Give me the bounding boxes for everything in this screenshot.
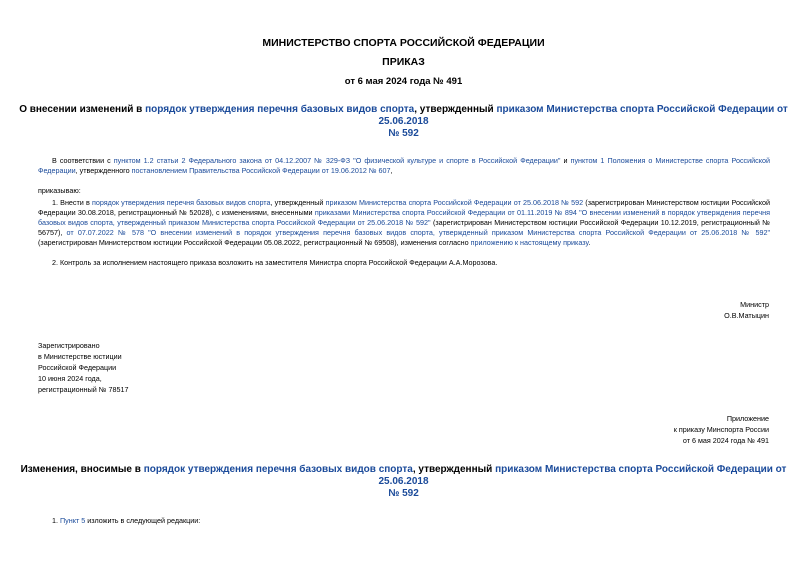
changes-title-text-2: , утвержденный: [412, 464, 496, 475]
item1-link-order-894[interactable]: приказами Министерства спорта Российской Федерации от 01.11.2019 № 894 "О внесении изменений в порядок утверждения перечня базовых видов спорта, утвержденный приказом Министерства спорта Российской Федерации от 25.06.2018 № 592": [38, 208, 770, 227]
item1-text-5: (зарегистрирован Министерством юстиции Российской Федерации 05.08.2022, регистрационный № 69508), изменения согласно: [38, 238, 471, 247]
signature-name: О.В.Матыцин: [724, 311, 769, 320]
preamble-link-law[interactable]: пунктом 1.2 статьи 2 Федерального закона от 04.12.2007 № 329-ФЗ "О физической культуре и спорте в Российской Федерации": [113, 156, 561, 165]
preamble-link-decree[interactable]: постановлением Правительства Российской Федерации от 19.06.2012 № 607: [131, 166, 391, 175]
change-1-paragraph: [38, 516, 770, 526]
title-link-order[interactable]: приказом Министерства спорта Российской Федерации от 25.06.2018: [378, 104, 788, 127]
registration-line-1: Зарегистрировано: [38, 341, 100, 350]
preamble-text-2: и: [560, 156, 571, 165]
preamble-text-4: ,: [390, 166, 393, 175]
changes-title-link-procedure[interactable]: порядок утверждения перечня базовых видов спорта: [143, 464, 413, 475]
changes-title: [0, 464, 807, 500]
ministry-heading: МИНИСТЕРСТВО СПОРТА РОССИЙСКОЙ ФЕДЕРАЦИИ: [262, 37, 545, 49]
appendix-line-2: к приказу Минспорта России: [673, 425, 769, 434]
title-text-1: О внесении изменений в: [19, 104, 146, 115]
item-2-paragraph: 2. Контроль за исполнением настоящего приказа возложить на заместителя Министра спорта Российской Федерации А.А.Морозова.: [52, 258, 498, 267]
preamble-paragraph: [38, 156, 770, 176]
changes-title-link-number[interactable]: № 592: [388, 488, 419, 499]
changes-title-text-1: Изменения, вносимые в: [20, 464, 144, 475]
preamble-text-1: В соответствии с: [52, 156, 114, 165]
document-title: [0, 104, 807, 140]
changes-title-link-order[interactable]: приказом Министерства спорта Российской Федерации от 25.06.2018: [378, 464, 787, 487]
item-1-paragraph: [38, 198, 770, 248]
doc-type-heading: ПРИКАЗ: [382, 56, 425, 68]
change1-text-1: 1.: [52, 516, 60, 525]
change1-text-2: изложить в следующей редакции:: [85, 516, 201, 525]
item1-text-2: , утвержденный: [270, 198, 326, 207]
registration-line-5: регистрационный № 78517: [38, 385, 129, 394]
registration-line-4: 10 июня 2024 года,: [38, 374, 102, 383]
item1-text-6: .: [588, 238, 591, 247]
item1-link-order-578[interactable]: от 07.07.2022 № 578 "О внесении изменений в порядок утверждения перечня базовых видов спорта, утвержденный приказом Министерства спорта Российской Федерации от 25.06.2018 № 592": [66, 228, 770, 237]
item1-text-1: 1. Внести в: [52, 198, 92, 207]
item1-text-3: (зарегистрирован Министерством юстиции Российской Федерации 30.08.2018, регистрационный № 52028), с изменениями, внесенными: [38, 198, 770, 217]
item1-link-procedure[interactable]: порядок утверждения перечня базовых видов спорта: [91, 198, 271, 207]
appendix-line-1: Приложение: [726, 414, 769, 423]
preamble-link-regulation[interactable]: пунктом 1 Положения о Министерстве спорта Российской Федерации: [38, 156, 770, 175]
order-word: приказываю:: [38, 186, 81, 195]
item1-link-appendix[interactable]: приложению к настоящему приказу: [470, 238, 589, 247]
registration-line-3: Российской Федерации: [38, 363, 117, 372]
item1-text-4: (зарегистрирован Министерством юстиции Российской Федерации 10.12.2019, регистрационный № 56757),: [38, 218, 770, 237]
appendix-block: [674, 413, 769, 446]
preamble-text-3: , утвержденного: [75, 166, 132, 175]
signature-block: [724, 299, 769, 321]
doc-date-number: от 6 мая 2024 года № 491: [344, 76, 463, 87]
registration-line-2: в Министерстве юстиции: [38, 352, 122, 361]
item1-link-order-592[interactable]: приказом Министерства спорта Российской Федерации от 25.06.2018 № 592: [325, 198, 584, 207]
registration-block: [38, 340, 128, 395]
title-link-number[interactable]: № 592: [388, 128, 419, 139]
appendix-line-3: от 6 мая 2024 года № 491: [682, 436, 769, 445]
title-link-procedure[interactable]: порядок утверждения перечня базовых видов спорта: [145, 104, 415, 115]
change1-link-point-5[interactable]: Пункт 5: [60, 516, 86, 525]
title-text-2: , утвержденный: [414, 104, 497, 115]
signature-position: Министр: [740, 300, 769, 309]
